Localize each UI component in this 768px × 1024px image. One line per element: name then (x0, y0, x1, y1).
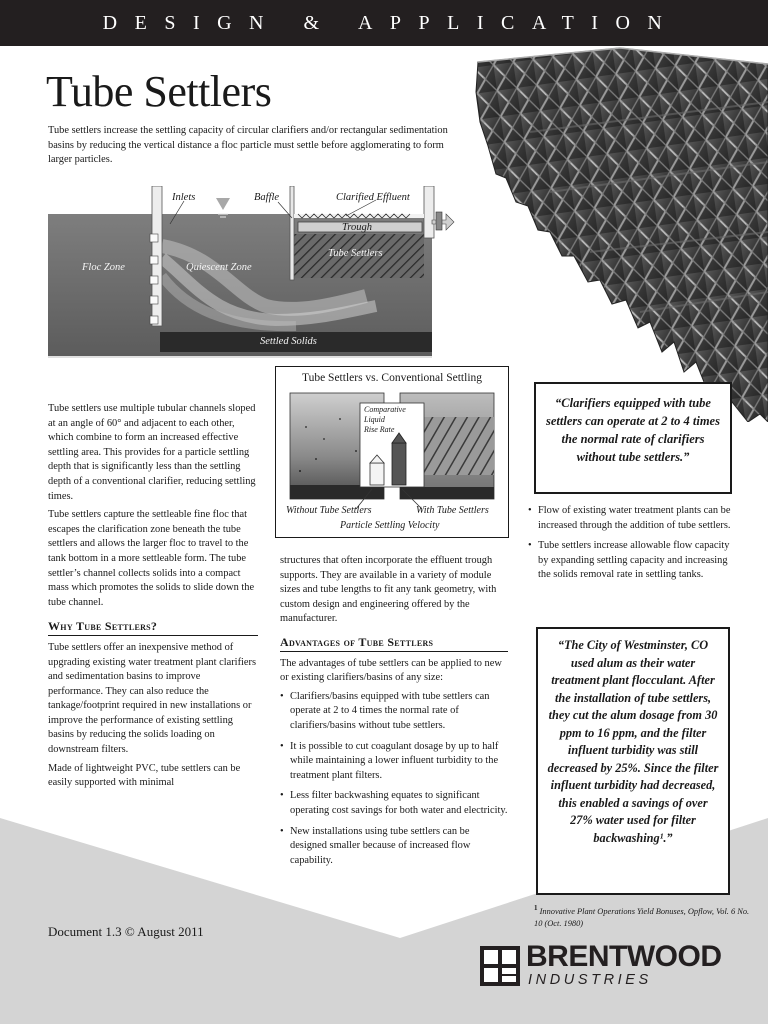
advantages-list (280, 690, 508, 869)
label-floc-zone: Floc Zone (82, 262, 125, 273)
body-paragraph: Made of lightweight PVC, tube settlers can be easily supported with minimal (48, 762, 241, 789)
clarifier-diagram (46, 186, 460, 366)
brentwood-logo (480, 940, 740, 992)
label-baffle: Baffle (254, 192, 280, 203)
pull-quote-capacity: “Clarifiers equipped with tube settlers can operate at 2 to 4 times the normal rate of clarifiers without tube settlers.” (534, 382, 732, 494)
list-item: • Tube settlers increase allowable flow capacity by expanding settling capacity and increasing the solids removal rate in settling tanks. (528, 539, 736, 583)
body-paragraph: The advantages of tube settlers can be applied to new or existing clarifiers/basins of any size: (280, 657, 502, 684)
advantages-heading: Advantages of Tube Settlers (280, 635, 508, 652)
column-right (528, 504, 736, 589)
label-particle-settling-velocity: Particle Settling Velocity (340, 520, 440, 531)
document-number: Document 1.3 © August 2011 (48, 924, 204, 939)
label-trough: Trough (342, 222, 372, 233)
column-middle (280, 554, 508, 874)
tube-settler-media-image (470, 42, 768, 422)
body-paragraph: Tube settlers capture the settleable fine floc that escapes the clarification zone beneath the tube settlers and allows the larger floc to travel to the tank bottom in a more settleable form. The tube settler’s channel collects solids into a compact mass which promotes the solids to slide down the tube channel. (48, 509, 255, 608)
brentwood-logo-mark-icon (480, 944, 520, 988)
page-title: Tube Settlers (46, 67, 272, 116)
body-paragraph: Tube settlers use multiple tubular channels sloped at an angle of 60° and adjacent to each other, which combine to form an increased effective settling area. This provides for a particle settling depth that is significantly less than the settling depth of a conventional clarifier, reducing settling times. (48, 403, 256, 502)
rise-rate-label-1: Comparative (364, 405, 406, 414)
label-without-tube-settlers: Without Tube Settlers (286, 505, 372, 516)
label-tube-settlers: Tube Settlers (328, 248, 383, 259)
list-item: • Flow of existing water treatment plants can be increased through the addition of tube settlers. (528, 504, 736, 533)
list-item: • New installations using tube settlers can be designed smaller because of increased flow capability. (280, 825, 508, 869)
footnote-marker: 1 (534, 904, 538, 912)
rise-rate-label-2: Liquid (364, 415, 385, 424)
label-with-tube-settlers: With Tube Settlers (416, 505, 489, 516)
footnote-text: Innovative Plant Operations Yield Bonuses, Opflow, Vol. 6 No. 10 (Oct. 1980) (534, 906, 750, 928)
section-banner: DESIGN & APPLICATION (0, 0, 768, 46)
footnote (534, 902, 754, 930)
benefits-list (528, 504, 736, 583)
comparison-title: Tube Settlers vs. Conventional Settling (301, 372, 483, 384)
label-clarified-effluent: Clarified Effluent (336, 192, 410, 203)
label-inlets: Inlets (172, 192, 196, 203)
why-heading: Why Tube Settlers? (48, 619, 258, 636)
pull-quote-westminster: “The City of Westminster, CO used alum as their water treatment plant flocculant. After the installation of tube settlers, they cut the alum dosage from 30 ppm to 16 ppm, and the filter influent turbidity was still decreased by 25%. Since the filter influent turbidity had decreased, this enabled a savings of over 27% water used for filter backwashing¹.” (536, 627, 730, 895)
list-item: • It is possible to cut coagulant dosage by up to half while maintaining a lower influent turbidity to the treatment plant filters. (280, 740, 508, 784)
list-item: • Clarifiers/basins equipped with tube settlers can operate at 2 to 4 times the normal rate of clarifiers/basins without tube settlers. (280, 690, 508, 734)
label-settled-solids: Settled Solids (260, 336, 317, 347)
body-paragraph: Tube settlers offer an inexpensive method of upgrading existing water treatment plant clarifiers and sedimentation basins to improve performance. They can also reduce the tankage/footprint required in new installations or improve the performance of existing settling basins by reducing the solids loading on downstream filters. (48, 641, 257, 756)
logo-brand-text: BRENTWOOD (526, 940, 722, 973)
intro-paragraph: Tube settlers increase the settling capacity of circular clarifiers and/or rectangular sedimentation basins by reducing the vertical distance a floc particle must settle before agglomerating to form larger particles. (48, 125, 448, 165)
label-quiescent-zone: Quiescent Zone (186, 262, 252, 273)
logo-sub-text: INDUSTRIES (528, 972, 652, 988)
list-item: • Less filter backwashing equates to significant operating cost savings for both water and electricity. (280, 789, 508, 818)
body-paragraph: structures that often incorporate the effluent trough supports. They are available in a variety of module sizes and tube lengths to fit any tank geometry, with custom design and engineering offered by the manufacturer. (280, 555, 497, 625)
comparison-figure (275, 366, 509, 538)
rise-rate-label-3: Rise Rate (364, 425, 395, 434)
column-left (48, 402, 258, 795)
